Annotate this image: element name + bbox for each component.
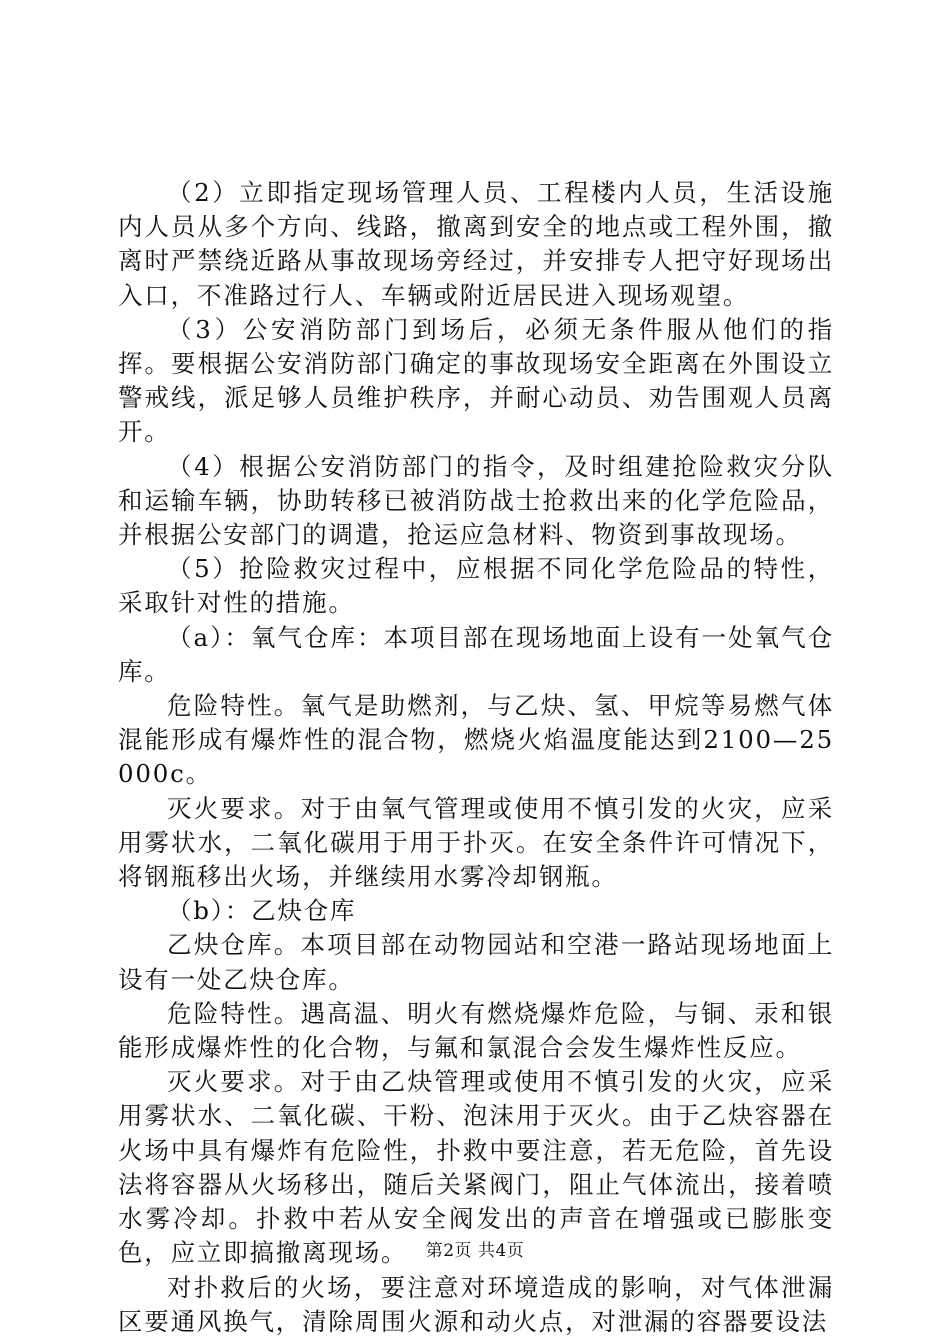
paragraph-step-2: （2）立即指定现场管理人员、工程楼内人员，生活设施内人员从多个方向、线路，撤离到安全的地点或工程外围，撤离时严禁绕近路从事故现场旁经过，并安排专人把守好现场出入口，不准路过行人、车辆或附近居民进入现场观望。: [118, 178, 834, 310]
paragraph-oxygen-firefighting: 灭火要求。对于由氧气管理或使用不慎引发的火灾，应采用雾状水，二氧化碳用于用于扑灭。在安全条件许可情况下，将钢瓶移出火场，并继续用水雾冷却钢瓶。: [118, 793, 834, 892]
paragraph-oxygen-hazard: 危险特性。氧气是助燃剂，与乙炔、氢、甲烷等易燃气体混能形成有爆炸性的混合物，燃烧火焰温度能达到2100—25000c。: [118, 691, 834, 789]
paragraph-step-4: （4）根据公安消防部门的指令，及时组建抢险救灾分队和运输车辆，协助转移已被消防战士抢救出来的化学危险品，并根据公安部门的调遣，抢运应急材料、物资到事故现场。: [118, 451, 834, 550]
paragraph-acetylene-heading: （b）：乙炔仓库: [167, 896, 357, 926]
paragraph-step-3: （3）公安消防部门到场后，必须无条件服从他们的指挥。要根据公安消防部门确定的事故现场安全距离在外围设立警戒线，派足够人员维护秩序，并耐心动员、劝告围观人员离开。: [118, 314, 834, 447]
paragraph-acetylene-warehouse: 乙炔仓库。本项目部在动物园站和空港一路站现场地面上设有一处乙炔仓库。: [118, 930, 834, 994]
body-text: [118, 176, 834, 1339]
paragraph-after-firefighting: 对扑救后的火场，要注意对环境造成的影响，对气体泄漏区要通风换气，清除周围火源和动火点，对泄漏的容器要设法: [118, 1272, 834, 1336]
page-footer: 第2页 共4页: [425, 1241, 525, 1261]
paragraph-acetylene-hazard: 危险特性。遇高温、明火有燃烧爆炸危险，与铜、汞和银能形成爆炸性的化合物，与氟和氯混合会发生爆炸性反应。: [118, 998, 834, 1063]
paragraph-acetylene-firefighting: 灭火要求。对于由乙炔管理或使用不慎引发的火灾，应采用雾状水、二氧化碳、干粉、泡沫用于灭火。由于乙炔容器在火场中具有爆炸有危险性，扑救中要注意，若无危险，首先设法将容器从火场移出，随后关紧阀门，阻止气体流出，接着喷水雾冷却。扑救中若从安全阀发出的声音在增强或已膨胀变色，应立即搞撤离现场。: [118, 1067, 834, 1268]
paragraph-oxygen-warehouse: （a）：氧气仓库：本项目部在现场地面上设有一处氧气仓库。: [118, 622, 834, 686]
paragraph-step-5: （5）抢险救灾过程中，应根据不同化学危险品的特性，采取针对性的措施。: [118, 554, 834, 618]
